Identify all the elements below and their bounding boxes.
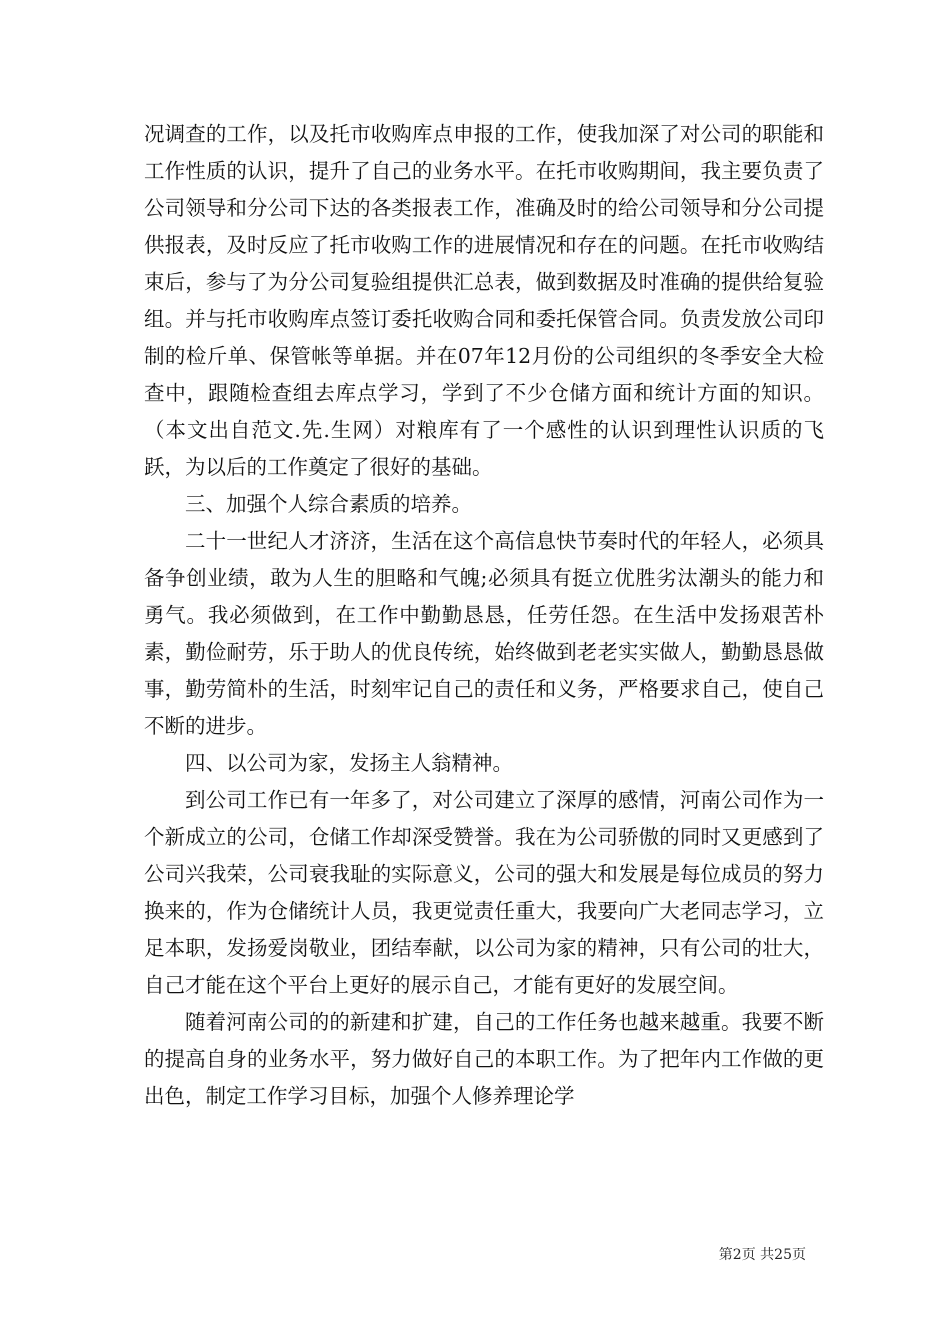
footer-middle: 页 共 bbox=[741, 1247, 775, 1263]
page-footer bbox=[0, 1246, 806, 1264]
footer-current-page: 2 bbox=[732, 1247, 742, 1263]
paragraph-future-goals: 随着河南公司的的新建和扩建，自己的工作任务也越来越重。我要不断的提高自身的业务水平，努力做好自己的本职工作。为了把年内工作做的更出色，制定工作学习目标，加强个人修养理论学 bbox=[144, 1010, 824, 1108]
paragraph-continuation: 况调查的工作，以及托市收购库点申报的工作，使我加深了对公司的职能和工作性质的认识，提升了自己的业务水平。在托市收购期间，我主要负责了公司领导和分公司下达的各类报表工作，准确及时的给公司领导和分公司提供报表，及时反应了托市收购工作的进展情况和存在的问题。在托市收购结束后，参与了为分公司复验组提供汇总表，做到数据及时准确的提供给复验组。并与托市收购库点签订委托收购合同和委托保管合同。负责发放公司印制的检斤单、保管帐等单据。并在07年12月份的公司组织的冬季安全大检查中，跟随检查组去库点学习，学到了不少仓储方面和统计方面的知识。（本文出自范文.先.生网）对粮库有了一个感性的认识到理性认识质的飞跃，为以后的工作奠定了很好的基础。 bbox=[144, 122, 824, 479]
footer-total-pages: 25 bbox=[774, 1247, 792, 1263]
section-heading-3: 三、加强个人综合素质的培养。 bbox=[185, 492, 472, 516]
footer-suffix: 页 bbox=[792, 1247, 806, 1263]
paragraph-company-as-home: 到公司工作已有一年多了，对公司建立了深厚的感情，河南公司作为一个新成立的公司，仓储工作却深受赞誉。我在为公司骄傲的同时又更感到了公司兴我荣，公司衰我耻的实际意义，公司的强大和发展是每位成员的努力换来的，作为仓储统计人员，我更觉责任重大，我要向广大老同志学习，立足本职，发扬爱岗敬业，团结奉献，以公司为家的精神，只有公司的壮大，自己才能在这个平台上更好的展示自己，才能有更好的发展空间。 bbox=[144, 788, 824, 997]
footer-prefix: 第 bbox=[718, 1247, 733, 1263]
paragraph-personal-quality: 二十一世纪人才济济，生活在这个高信息快节奏时代的年轻人，必须具备争创业绩，敢为人生的胆略和气魄;必须具有挺立优胜劣汰潮头的能力和勇气。我必须做到，在工作中勤勤恳恳，任劳任怨。在生活中发扬艰苦朴素，勤俭耐劳，乐于助人的优良传统，始终做到老老实实做人，勤勤恳恳做事，勤劳简朴的生活，时刻牢记自己的责任和义务，严格要求自己，使自己不断的进步。 bbox=[144, 529, 824, 738]
section-heading-4: 四、以公司为家，发扬主人翁精神。 bbox=[185, 751, 513, 775]
document-body bbox=[144, 116, 824, 1115]
